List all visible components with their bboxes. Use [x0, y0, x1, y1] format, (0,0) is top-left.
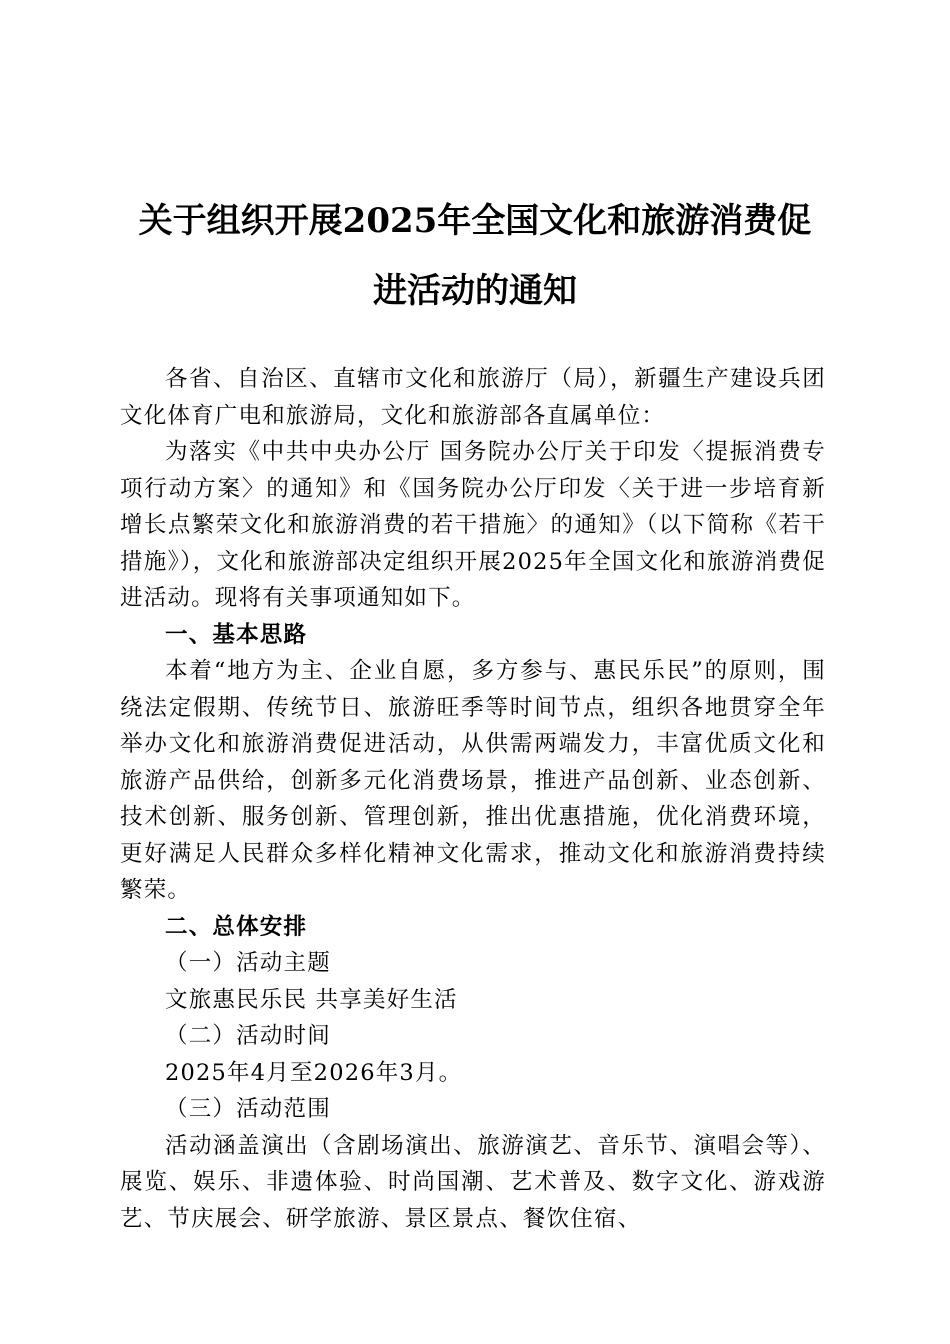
section-1-heading: 一、基本思路 [165, 621, 308, 648]
section-1-paragraph: 本着“地方为主、企业自愿，多方参与、惠民乐民”的原则，围绕法定假期、传统节日、旅游旺季等时间节点，组织各地贯穿全年举办文化和旅游消费促进活动，从供需两端发力，丰富优质文化和旅游产品供给，创新多元化消费场景，推进产品创新、业态创新、技术创新、服务创新、管理创新，推出优惠措施，优化消费环境，更好满足人民群众多样化精神文化需求，推动文化和旅游消费持续繁荣。 [120, 658, 826, 903]
title-line-1: 关于组织开展2025年全国文化和旅游消费促 [138, 201, 812, 241]
title-line-2: 进活动的通知 [373, 271, 577, 311]
document-title [120, 186, 830, 326]
subsection-1-paragraph: 文旅惠民乐民 共享美好生活 [165, 986, 458, 1013]
subsection-2-paragraph: 2025年4月至2026年3月。 [165, 1059, 463, 1086]
subsection-2-heading: （二）活动时间 [165, 1023, 331, 1049]
addressee-paragraph: 各省、自治区、直辖市文化和旅游厅（局），新疆生产建设兵团文化体育广电和旅游局，文化和旅游部各直属单位： [120, 366, 826, 429]
subsection-3-paragraph: 活动涵盖演出（含剧场演出、旅游演艺、音乐节、演唱会等）、展览、娱乐、非遗体验、时尚国潮、艺术普及、数字文化、游戏游艺、节庆展会、研学旅游、景区景点、餐饮住宿、 [120, 1132, 826, 1232]
intro-paragraph: 为落实《中共中央办公厅 国务院办公厅关于印发〈提振消费专项行动方案〉的通知》和《国务院办公厅印发〈关于进一步培育新增长点繁荣文化和旅游消费的若干措施〉的通知》（以下简称《若干措施》），文化和旅游部决定组织开展2025年全国文化和旅游消费促进活动。现将有关事项通知如下。 [120, 439, 826, 611]
subsection-3-heading: （三）活动范围 [165, 1096, 331, 1122]
subsection-1-heading: （一）活动主题 [165, 950, 331, 976]
document-body [120, 361, 826, 1237]
section-2-heading: 二、总体安排 [165, 913, 308, 940]
